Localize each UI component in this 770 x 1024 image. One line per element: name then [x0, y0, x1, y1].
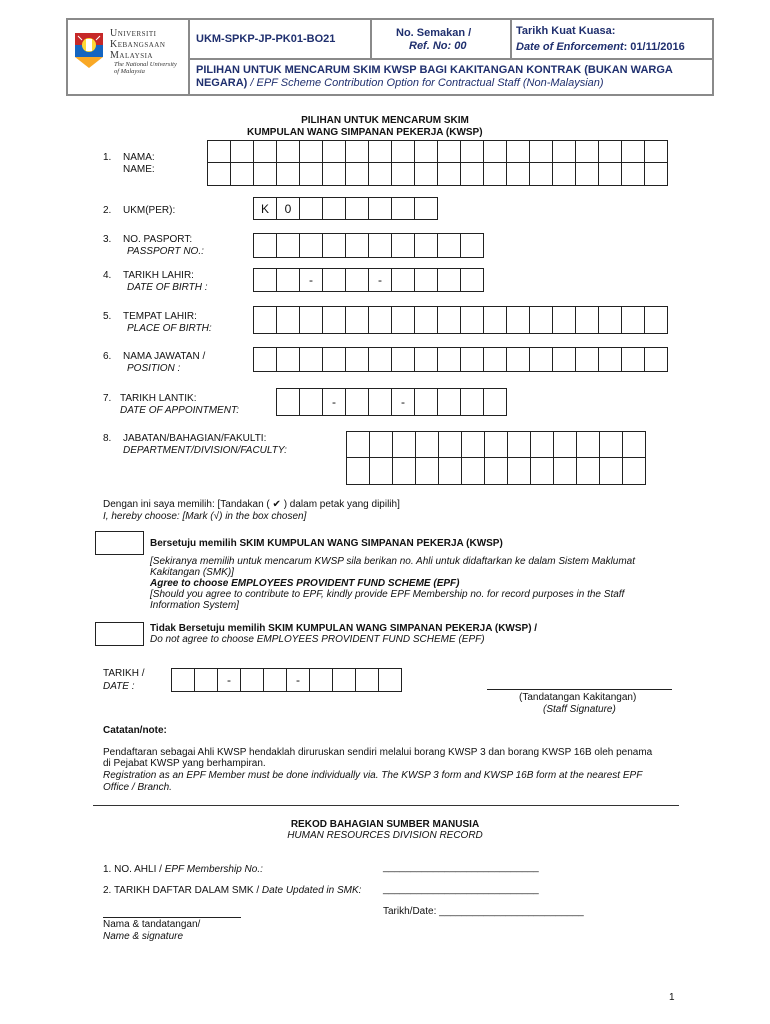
char-box[interactable]: 0: [276, 197, 300, 220]
position-label-en: POSITION :: [127, 363, 181, 374]
position-number: 6.: [103, 351, 112, 362]
char-box[interactable]: [414, 268, 438, 292]
char-box[interactable]: [437, 347, 461, 372]
char-box[interactable]: [276, 268, 300, 292]
name-label-en: NAME:: [123, 164, 155, 175]
staff-signature-label-en: (Staff Signature): [543, 704, 616, 715]
char-box[interactable]: [460, 233, 484, 258]
position-boxes[interactable]: [254, 347, 668, 372]
char-box[interactable]: [171, 668, 195, 692]
department-label-en: DEPARTMENT/DIVISION/FACULTY:: [123, 445, 287, 456]
hr-member-label-en: EPF Membership No.:: [164, 864, 263, 875]
staff-signature-label-ms: (Tandatangan Kakitangan): [519, 692, 637, 703]
char-box[interactable]: [437, 162, 461, 186]
agree-desc-en-1: [Should you agree to contribute to EPF, kindly provide EPF Membership no. for record purposes in the Staff: [150, 589, 625, 600]
ukm-logo: [72, 28, 186, 74]
hr-title-en: HUMAN RESOURCES DIVISION RECORD: [287, 830, 483, 841]
note-title: Catatan/note:: [103, 725, 167, 736]
char-box[interactable]: [263, 668, 287, 692]
char-box[interactable]: [506, 347, 530, 372]
header-title-ms: PILIHAN UNTUK MENCARUM SKIM KWSP BAGI KAKITANGAN KONTRAK (BUKAN WARGA NEGARA): [196, 64, 673, 89]
hr-member-label-ms: 1. NO. AHLI /: [103, 864, 165, 875]
logo-line-2: Kebangsaan: [110, 39, 166, 50]
char-box[interactable]: [368, 140, 392, 163]
char-box[interactable]: [530, 431, 554, 458]
char-box[interactable]: [345, 233, 369, 258]
hr-updated: [103, 885, 361, 897]
char-box[interactable]: [437, 233, 461, 258]
pob-boxes[interactable]: [254, 306, 668, 334]
char-box[interactable]: [391, 197, 415, 220]
char-box[interactable]: [276, 306, 300, 334]
char-box[interactable]: [369, 457, 393, 485]
char-box[interactable]: [299, 306, 323, 334]
char-box[interactable]: [438, 431, 462, 458]
char-box[interactable]: [299, 233, 323, 258]
header-title-en: / EPF Scheme Contribution Option for Contractual Staff (Non-Malaysian): [247, 77, 604, 89]
char-box[interactable]: [414, 197, 438, 220]
char-box[interactable]: [276, 140, 300, 163]
form-heading-1: PILIHAN UNTUK MENCARUM SKIM: [301, 115, 469, 126]
revision-label: No. Semakan /: [396, 27, 472, 39]
note-ms-2: di Pejabat KWSP yang berhampiran.: [103, 758, 266, 769]
pob-label-ms: TEMPAT LAHIR:: [123, 311, 197, 322]
char-box[interactable]: [345, 388, 369, 416]
char-box[interactable]: [345, 268, 369, 292]
name-boxes-row-1[interactable]: [208, 140, 668, 163]
char-box[interactable]: [553, 431, 577, 458]
dob-number: 4.: [103, 270, 112, 281]
char-box[interactable]: [414, 162, 438, 186]
char-box[interactable]: [322, 268, 346, 292]
char-box[interactable]: [575, 140, 599, 163]
disagree-title: Tidak Bersetuju memilih SKIM KUMPULAN WANG SIMPANAN PEKERJA (KWSP) /: [150, 623, 538, 634]
char-box[interactable]: -: [286, 668, 310, 692]
char-box[interactable]: [598, 162, 622, 186]
logo-sub-2: of Malaysia: [114, 68, 145, 75]
staff-signature-line[interactable]: [487, 689, 672, 690]
char-box[interactable]: [322, 347, 346, 372]
char-box[interactable]: [322, 162, 346, 186]
char-box[interactable]: [460, 306, 484, 334]
char-box[interactable]: [309, 668, 333, 692]
char-box[interactable]: [437, 268, 461, 292]
char-box[interactable]: [530, 457, 554, 485]
agree-desc-ms-2: Kakitangan (SMK)]: [150, 567, 234, 578]
char-box[interactable]: [414, 306, 438, 334]
dob-label-en: DATE OF BIRTH :: [127, 282, 208, 293]
char-box[interactable]: [575, 306, 599, 334]
char-box[interactable]: [230, 140, 254, 163]
char-box[interactable]: [461, 431, 485, 458]
char-box[interactable]: [345, 162, 369, 186]
char-box[interactable]: [552, 140, 576, 163]
char-box[interactable]: [345, 306, 369, 334]
char-box[interactable]: [644, 162, 668, 186]
char-box[interactable]: [507, 431, 531, 458]
char-box[interactable]: [622, 457, 646, 485]
char-box[interactable]: [391, 306, 415, 334]
hr-updated-blank[interactable]: ____________________________: [383, 884, 539, 895]
ukm-number: 2.: [103, 205, 112, 216]
char-box[interactable]: [322, 140, 346, 163]
char-box[interactable]: [368, 233, 392, 258]
char-box[interactable]: [644, 347, 668, 372]
char-box[interactable]: [437, 306, 461, 334]
char-box[interactable]: [461, 457, 485, 485]
char-box[interactable]: [506, 140, 530, 163]
char-box[interactable]: [207, 140, 231, 163]
char-box[interactable]: K: [253, 197, 277, 220]
char-box[interactable]: [253, 233, 277, 258]
char-box[interactable]: [276, 162, 300, 186]
char-box[interactable]: -: [322, 388, 346, 416]
form-heading-2: KUMPULAN WANG SIMPANAN PEKERJA (KWSP): [247, 127, 483, 138]
char-box[interactable]: [346, 431, 370, 458]
section-divider: [93, 805, 679, 806]
char-box[interactable]: -: [391, 388, 415, 416]
char-box[interactable]: [483, 388, 507, 416]
char-box[interactable]: [322, 197, 346, 220]
char-box[interactable]: [644, 140, 668, 163]
note-ms-1: Pendaftaran sebagai Ahli KWSP hendaklah diruruskan sendiri melalui borang KWSP 3 dan borang KWSP 16B oleh penama: [103, 747, 653, 758]
hr-name-signature-ms: Nama & tandatangan/: [103, 919, 201, 930]
date-label-ms: TARIKH /: [103, 668, 145, 679]
char-box[interactable]: [598, 140, 622, 163]
char-box[interactable]: [460, 388, 484, 416]
char-box[interactable]: [460, 140, 484, 163]
appointment-boxes[interactable]: [277, 388, 507, 416]
char-box[interactable]: [529, 162, 553, 186]
char-box[interactable]: [207, 162, 231, 186]
department-boxes-row-2[interactable]: [347, 457, 646, 485]
char-box[interactable]: [552, 347, 576, 372]
char-box[interactable]: [506, 162, 530, 186]
name-label-ms: NAMA:: [123, 152, 155, 163]
char-box[interactable]: [460, 162, 484, 186]
pob-label-en: PLACE OF BIRTH:: [127, 323, 212, 334]
page-number: 1: [669, 992, 675, 1003]
char-box[interactable]: [368, 197, 392, 220]
char-box[interactable]: [391, 268, 415, 292]
logo-line-3: Malaysia: [110, 50, 153, 61]
department-boxes-row-1[interactable]: [347, 431, 646, 458]
char-box[interactable]: [230, 162, 254, 186]
effective-value: : 01/11/2016: [623, 41, 685, 53]
char-box[interactable]: [368, 306, 392, 334]
ukm-label: UKM(PER):: [123, 205, 176, 216]
char-box[interactable]: [299, 388, 323, 416]
header-title: [196, 64, 712, 90]
char-box[interactable]: -: [368, 268, 392, 292]
char-box[interactable]: [392, 457, 416, 485]
passport-boxes[interactable]: [254, 233, 484, 258]
effective-value-label: Date of Enforcement: [516, 41, 624, 53]
appointment-label-en: DATE OF APPOINTMENT:: [120, 405, 240, 416]
char-box[interactable]: [598, 347, 622, 372]
char-box[interactable]: [483, 162, 507, 186]
char-box[interactable]: [460, 268, 484, 292]
agree-checkbox[interactable]: [95, 531, 144, 555]
char-box[interactable]: [276, 347, 300, 372]
char-box[interactable]: [345, 140, 369, 163]
revision-value: Ref. No: 00: [409, 40, 467, 52]
department-label-ms: JABATAN/BAHAGIAN/FAKULTI:: [123, 433, 267, 444]
char-box[interactable]: [621, 306, 645, 334]
doc-code: UKM-SPKP-JP-PK01-BO21: [196, 33, 336, 45]
disagree-checkbox[interactable]: [95, 622, 144, 646]
char-box[interactable]: [345, 197, 369, 220]
char-box[interactable]: [621, 347, 645, 372]
char-box[interactable]: [322, 233, 346, 258]
appointment-label-ms: TARIKH LANTIK:: [120, 393, 197, 404]
char-box[interactable]: [253, 347, 277, 372]
hr-date: [383, 906, 584, 918]
char-box[interactable]: [552, 162, 576, 186]
char-box[interactable]: [483, 347, 507, 372]
char-box[interactable]: [345, 347, 369, 372]
agree-desc-ms-1: [Sekiranya memilih untuk mencarum KWSP sila berikan no. Ahli untuk didaftarkan ke dalam Sistem Maklumat: [150, 556, 636, 567]
logo-line-1: Universiti: [110, 28, 157, 39]
char-box[interactable]: [414, 347, 438, 372]
char-box[interactable]: [346, 457, 370, 485]
char-box[interactable]: [599, 431, 623, 458]
char-box[interactable]: [391, 140, 415, 163]
char-box[interactable]: [414, 140, 438, 163]
char-box[interactable]: [529, 347, 553, 372]
char-box[interactable]: [299, 197, 323, 220]
agree-desc-en-2: Information System]: [150, 600, 239, 611]
char-box[interactable]: [460, 347, 484, 372]
char-box[interactable]: [552, 306, 576, 334]
agree-title-en: Agree to choose EMPLOYEES PROVIDENT FUND SCHEME (EPF): [150, 578, 460, 589]
hr-member-blank[interactable]: ____________________________: [383, 862, 539, 873]
char-box[interactable]: [276, 233, 300, 258]
char-box[interactable]: [438, 457, 462, 485]
char-box[interactable]: [368, 347, 392, 372]
char-box[interactable]: [355, 668, 379, 692]
char-box[interactable]: [253, 306, 277, 334]
char-box[interactable]: -: [217, 668, 241, 692]
char-box[interactable]: [240, 668, 264, 692]
char-box[interactable]: [194, 668, 218, 692]
effective-date: [516, 41, 685, 53]
department-number: 8.: [103, 433, 112, 444]
dob-label-ms: TARIKH LAHIR:: [123, 270, 194, 281]
hr-title-ms: REKOD BAHAGIAN SUMBER MANUSIA: [290, 819, 480, 830]
char-box[interactable]: [437, 388, 461, 416]
name-boxes-row-2[interactable]: [208, 162, 668, 186]
char-box[interactable]: [529, 306, 553, 334]
char-box[interactable]: [414, 233, 438, 258]
char-box[interactable]: [483, 306, 507, 334]
position-label-ms: NAMA JAWATAN /: [123, 351, 206, 362]
char-box[interactable]: [392, 431, 416, 458]
hr-updated-label-en: Date Updated in SMK:: [261, 885, 362, 896]
char-box[interactable]: [575, 162, 599, 186]
char-box[interactable]: [299, 140, 323, 163]
char-box[interactable]: [484, 431, 508, 458]
char-box[interactable]: [576, 457, 600, 485]
char-box[interactable]: [483, 140, 507, 163]
char-box[interactable]: [622, 431, 646, 458]
char-box[interactable]: [484, 457, 508, 485]
char-box[interactable]: [299, 347, 323, 372]
char-box[interactable]: [368, 162, 392, 186]
char-box[interactable]: [644, 306, 668, 334]
char-box[interactable]: [322, 306, 346, 334]
char-box[interactable]: [253, 162, 277, 186]
passport-number: 3.: [103, 234, 112, 245]
char-box[interactable]: [599, 457, 623, 485]
note-en-2: Office / Branch.: [103, 782, 172, 793]
effective-label: Tarikh Kuat Kuasa:: [516, 25, 616, 37]
char-box[interactable]: [299, 162, 323, 186]
char-box[interactable]: [332, 668, 356, 692]
char-box[interactable]: [553, 457, 577, 485]
char-box[interactable]: [391, 233, 415, 258]
char-box[interactable]: [437, 140, 461, 163]
choose-instruction-ms: Dengan ini saya memilih: [Tandakan ( ✔ ) dalam petak yang dipilih]: [103, 499, 400, 510]
char-box[interactable]: [368, 388, 392, 416]
appointment-number: 7.: [103, 393, 112, 404]
dob-boxes[interactable]: [254, 268, 484, 292]
char-box[interactable]: [369, 431, 393, 458]
passport-label-en: PASSPORT NO.:: [127, 246, 204, 257]
hr-member-no: [103, 864, 263, 876]
hr-name-signature-en: Name & signature: [103, 931, 184, 942]
char-box[interactable]: [529, 140, 553, 163]
char-box[interactable]: [391, 347, 415, 372]
char-box[interactable]: [507, 457, 531, 485]
char-box[interactable]: [253, 140, 277, 163]
char-box[interactable]: -: [299, 268, 323, 292]
disagree-desc-en: Do not agree to choose EMPLOYEES PROVIDENT FUND SCHEME (EPF): [150, 634, 485, 645]
char-box[interactable]: [415, 431, 439, 458]
hr-date-label: Tarikh/Date:: [383, 906, 440, 917]
char-box[interactable]: [414, 388, 438, 416]
char-box[interactable]: [415, 457, 439, 485]
char-box[interactable]: [391, 162, 415, 186]
char-box[interactable]: [276, 388, 300, 416]
date-boxes[interactable]: [172, 668, 402, 692]
char-box[interactable]: [506, 306, 530, 334]
choose-instruction-en: I, hereby choose: [Mark (√) in the box chosen]: [103, 511, 307, 522]
logo-sub-1: The National University: [114, 61, 177, 68]
char-box[interactable]: [576, 431, 600, 458]
hr-date-blank[interactable]: __________________________: [439, 906, 584, 917]
hr-updated-label-ms: 2. TARIKH DAFTAR DALAM SMK /: [103, 885, 262, 896]
date-label-en: DATE :: [103, 681, 135, 692]
pob-number: 5.: [103, 311, 112, 322]
ukm-boxes[interactable]: [254, 197, 438, 220]
hr-signature-line[interactable]: [103, 917, 241, 918]
char-box[interactable]: [621, 162, 645, 186]
note-en-1: Registration as an EPF Member must be done individually via. The KWSP 3 form and KWSP 16B form at the nearest EPF: [103, 770, 643, 781]
char-box[interactable]: [253, 268, 277, 292]
char-box[interactable]: [378, 668, 402, 692]
char-box[interactable]: [621, 140, 645, 163]
agree-title: Bersetuju memilih SKIM KUMPULAN WANG SIMPANAN PEKERJA (KWSP): [150, 538, 503, 549]
char-box[interactable]: [575, 347, 599, 372]
passport-label-ms: NO. PASPORT:: [123, 234, 193, 245]
name-number: 1.: [103, 152, 112, 163]
ukm-crest-icon: [72, 30, 106, 70]
char-box[interactable]: [598, 306, 622, 334]
